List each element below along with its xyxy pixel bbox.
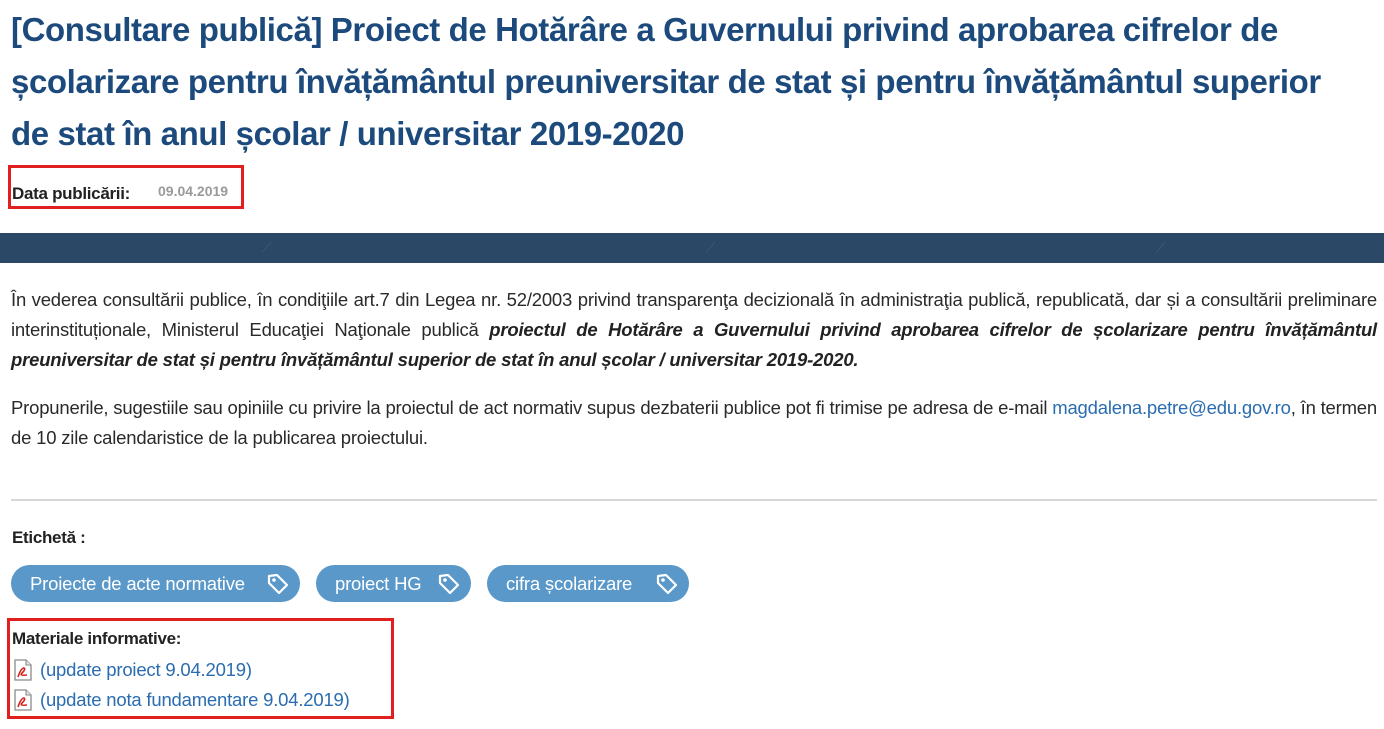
pdf-icon xyxy=(13,689,33,711)
pdf-icon xyxy=(13,659,33,681)
material-item[interactable] xyxy=(13,688,350,712)
tag-cifra-scolarizare[interactable] xyxy=(487,565,689,602)
intro-text: În vederea consultării publice, în condiţiile art.7 din Legea nr. 52/2003 privind transparenţa decizională în administraţia publică, republicată, dar și a consultării preliminare interinstituționale, Ministerul Educaţiei Naţionale publică xyxy=(11,289,1377,340)
contact-email-link[interactable]: magdalena.petre@edu.gov.ro xyxy=(1052,397,1291,418)
publication-date-value: 09.04.2019 xyxy=(158,183,229,199)
tag-label: Proiecte de acte normative xyxy=(30,573,245,594)
material-link-update-nota[interactable]: (update nota fundamentare 9.04.2019) xyxy=(40,689,350,710)
tag-icon xyxy=(266,572,290,596)
tag-label: proiect HG xyxy=(335,573,422,594)
contact-text-before: Propunerile, sugestiile sau opiniile cu privire la proiectul de act normativ supus dezbaterii publice pot fi trimise pe adresa de e-mail xyxy=(11,397,1053,418)
publication-date-label: Data publicării: xyxy=(12,184,131,203)
tags-label: Etichetă : xyxy=(12,528,86,547)
material-link-update-proiect[interactable]: (update proiect 9.04.2019) xyxy=(40,659,252,680)
section-divider xyxy=(11,499,1377,501)
banner-pattern-icon: ⟋ xyxy=(1156,239,1166,255)
tag-proiect-hg[interactable] xyxy=(316,565,471,602)
decorative-banner xyxy=(0,233,1384,263)
tag-label: cifra școlarizare xyxy=(506,573,633,594)
contact-text-after: , în termen de 10 zile calendaristice de la publicarea proiectului. xyxy=(11,397,1377,448)
page-title: [Consultare publică] Proiect de Hotărâre a Guvernului privind aprobarea cifrelor de școlarizare pentru învățământul preuniversitar de stat și pentru învățământul superior de stat în anul școlar / universitar 2019-2020 xyxy=(11,11,1321,152)
tag-proiecte-acte-normative[interactable] xyxy=(11,565,300,602)
tag-icon xyxy=(437,572,461,596)
banner-pattern-icon: ⟋ xyxy=(706,239,716,255)
intro-paragraph xyxy=(11,285,1377,375)
material-item[interactable] xyxy=(13,658,252,682)
banner-pattern-icon: ⟋ xyxy=(262,239,272,255)
materials-label: Materiale informative: xyxy=(12,629,182,648)
contact-paragraph xyxy=(11,393,1377,453)
intro-project-title: proiectul de Hotărâre a Guvernului privind aprobarea cifrelor de școlarizare pentru învățământul preuniversitar de stat și pentru învățământul superior de stat în anul școlar / universitar 2019-2020. xyxy=(11,319,1377,370)
tag-icon xyxy=(655,572,679,596)
